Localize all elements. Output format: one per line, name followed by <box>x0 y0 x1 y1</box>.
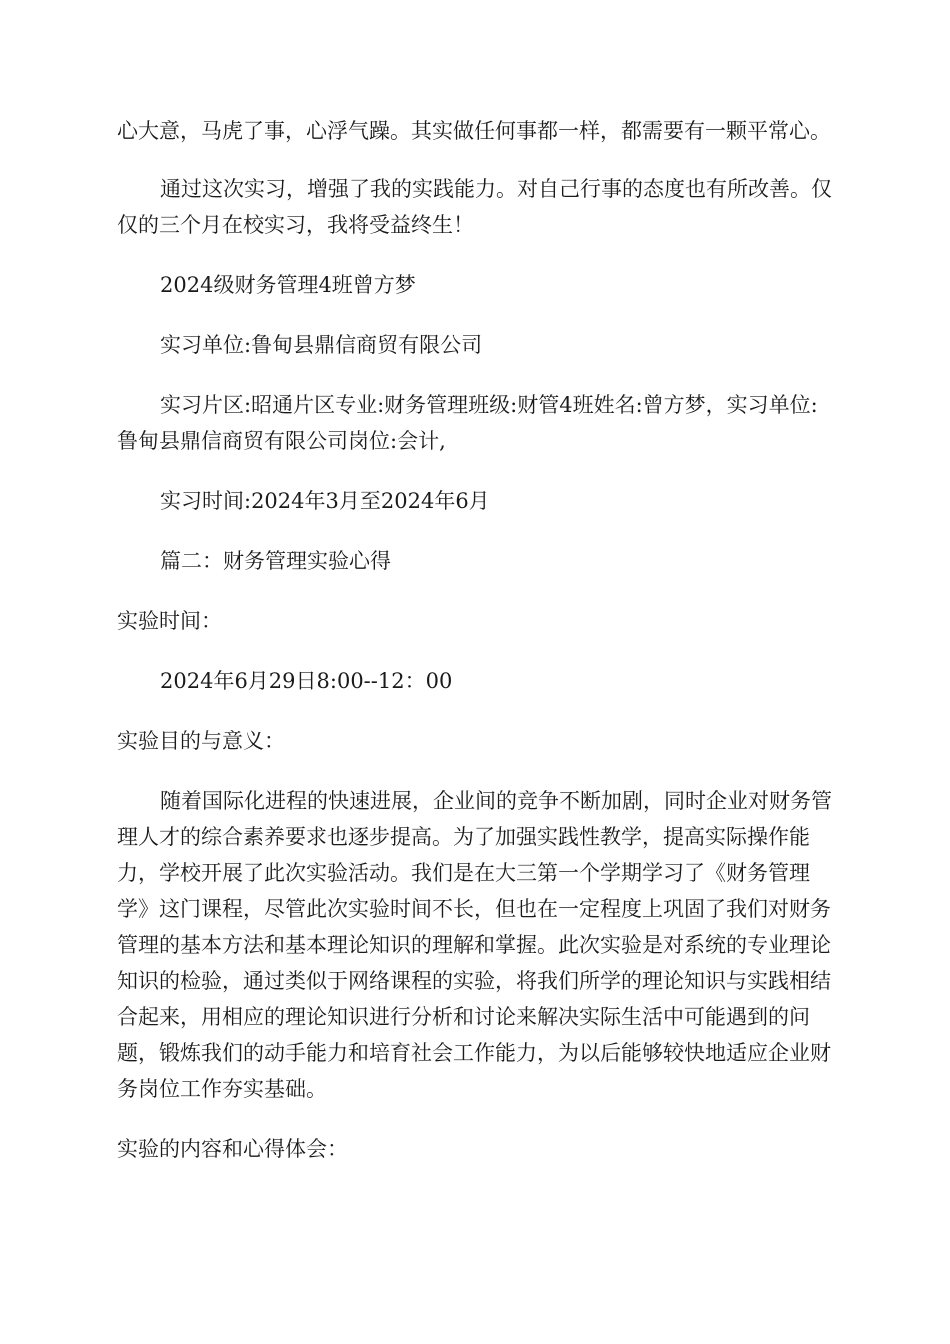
paragraph-internship-unit: 实习单位:鲁甸县鼎信商贸有限公司 <box>160 333 483 357</box>
label-experiment-time: 实验时间： <box>117 609 222 633</box>
paragraph-experiment-time-value: 2024年6月29日8:00--12：00 <box>160 669 453 693</box>
document-body <box>117 113 833 1167</box>
label-experiment-purpose: 实验目的与意义： <box>117 729 285 753</box>
section-heading-part-two: 篇二：财务管理实验心得 <box>160 549 391 573</box>
label-experiment-content: 实验的内容和心得体会： <box>117 1137 348 1161</box>
paragraph-author-class: 2024级财务管理4班曾方梦 <box>160 273 416 297</box>
paragraph-continuation: 心大意，马虎了事，心浮气躁。其实做任何事都一样，都需要有一颗平常心。 <box>117 119 831 143</box>
paragraph-internship-details: 实习片区:昭通片区专业:财务管理班级:财管4班姓名:曾方梦，实习单位:鲁甸县鼎信商贸有限公司岗位:会计, <box>117 393 818 453</box>
paragraph-experiment-purpose: 随着国际化进程的快速进展，企业间的竞争不断加剧，同时企业对财务管理人才的综合素养要求也逐步提高。为了加强实践性教学，提高实际操作能力，学校开展了此次实验活动。我们是在大三第一个学期学习了《财务管理学》这门课程，尽管此次实验时间不长，但也在一定程度上巩固了我们对财务管理的基本方法和基本理论知识的理解和掌握。此次实验是对系统的专业理论知识的检验，通过类似于网络课程的实验，将我们所学的理论知识与实践相结合起来，用相应的理论知识进行分析和讨论来解决实际生活中可能遇到的问题，锻炼我们的动手能力和培育社会工作能力，为以后能够较快地适应企业财务岗位工作夯实基础。 <box>117 789 832 1101</box>
paragraph-internship-summary: 通过这次实习，增强了我的实践能力。对自己行事的态度也有所改善。仅仅的三个月在校实习，我将受益终生！ <box>117 177 832 237</box>
paragraph-internship-time: 实习时间:2024年3月至2024年6月 <box>160 489 490 513</box>
